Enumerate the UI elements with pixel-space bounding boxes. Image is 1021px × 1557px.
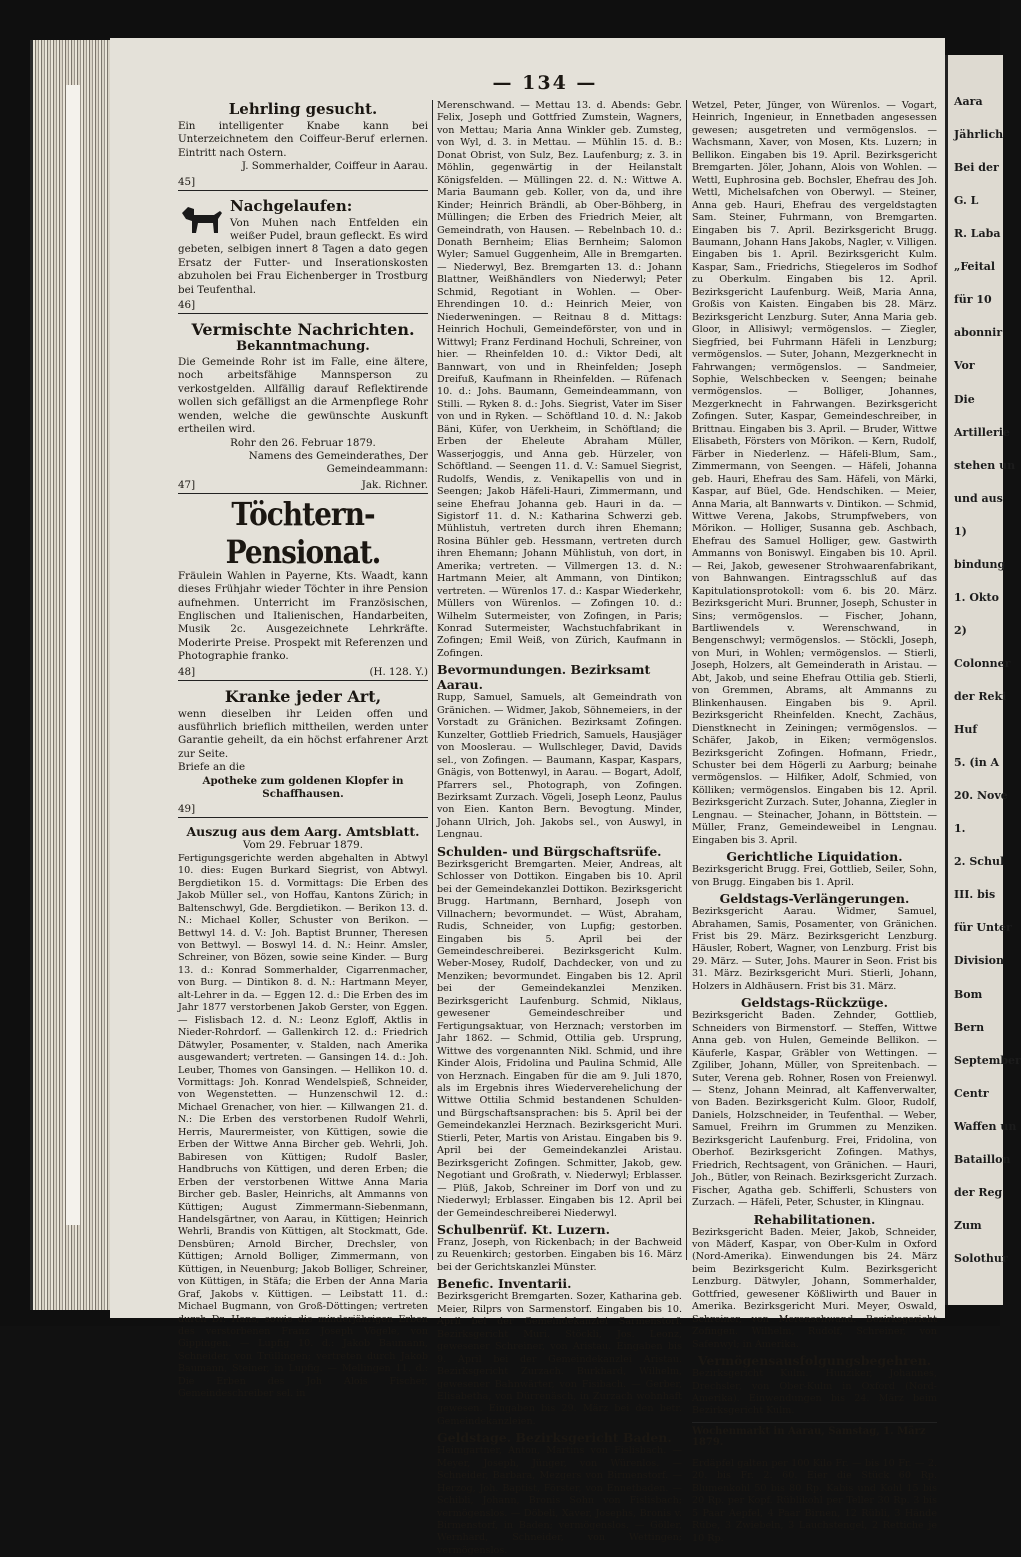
- adjacent-page-fragment: Jährlich: [954, 128, 1004, 142]
- column-divider: [432, 100, 433, 1260]
- notice-text: Merenschwand. — Mettau 13. d. Abends: Gebr. Felix, Joseph und Gottfried Zumstein, Wagners, von Mettau; Maria Anna Winkler geb. Zumsteg, von Wyl, d. 3. in Mettau. — Mühlin 15. d. B.: Donat Obrist, von Sulz, Bez. Laufenburg; z. 3. in Möhlin, gegenwärtig in der Heilanstalt Königsfelden. — Müllingen 22. d. N.: Wittwe A. Maria Baumann geb. Koller, von da, und ihre Kinder; Heinrich Brändli, ab Ober-Böhberg, in Müllingen; die Erben des Friedrich Meier, alt Gemeindrath, von Hausen. — Rebelnbach 10. d.: Donath Bernheim; Elias Bernheim; Salomon Wyler; Samuel Guggenheim, Alle in Bremgarten. — Niederwyl, Bez. Bremgarten 13. d.: Johann Blattner, Weißhändlers von Niederwyl; Peter Schmid, Regotiant in Wohlen. — Ober-Ehrendingen 10. d.: Heinrich Meier, von Niederweningen. — Reitnau 8 d. Mittags: Heinrich Hochuli, Gemeindeförster, von und in Wittwyl; Franz Ferdinand Hochuli, Schreiner, von hier. — Rheinfelden 10. d.: Viktor Dedi, alt Bannwart, von und in Rheinfelden; Joseph Dreifuß, Kaufmann in Rheinfelden. — Rüfenach 10. d.: Johs. Baumann, Gemeindeammann, von Stilli. — Ryken 8. d.: Johs. Siegrist, Vater im Siser von und in Ryken. — Schöftland 10. d. N.: Jakob Bäni, Küfer, von Uerkheim, in Schöftland; die Erben der Eheleute Abraham Müller, Wasserjoggis, und Anna geb. Hürzeler, von Schöftland. — Seengen 11. d. V.: Samuel Siegrist, Rudolfs, Wendis, z. Venikapellis von und in Seengen; Jakob Häfeli-Hauri, Zimmermann, und seine Ehefrau Johanna geb. Hauri in da. — Sigistorf 11. d. N.: Katharina Schwerzi geb. Mühlistuh, vertreten durch ihren Ehemann; Rosina Bühler geb. Hessmann, vertreten durch ihren Ehemann; Johann Mühlistuh, von dort, in Amerika; vertreten. — Villmergen 13. d. N.: Hartmann Meier, alt Ammann, von Dintikon; vertreten. — Würenlos 17. d.: Kaspar Wiederkehr, Müllers von Würenlos. — Zofingen 10. d.: Wilhelm Sutermeister, von Zofingen, in Paris; Konrad Sutermeister, Wachstuchfabrikant in Zofingen; Emil Weiß, von Zürich, Kaufmann in Zofingen.: [437, 100, 682, 659]
- adjacent-page-fragment: Centr: [954, 1086, 989, 1100]
- market-heading: Wochenmarkt in Aarau, Samstag, 1. März 1879.: [692, 1422, 937, 1448]
- adjacent-page-fragment: Solothur: [954, 1251, 1008, 1265]
- ad-number: 46]: [178, 299, 196, 312]
- notice-text: Rupp, Samuel, Samuels, alt Gemeindrath von Gränichen. — Widmer, Jakob, Söhnemeiers, in der Vorstadt zu Gränichen. Bezirksamt Zofingen. Kunzelter, Gottlieb Friedrich, Samuels, Hausjäger von Mooslerau. — Wullschleger, David, Davids sel., von Zofingen. — Baumann, Kaspar, Kaspars, Gnägis, von Bottenwyl, in Aarau. — Bogart, Adolf, Pfarrers sel., Photograph, von Zofingen. Bezirksamt Zurzach. Vögeli, Joseph Leonz, Paulus von Eien. Kanton Bern. Bevogtung. Minder, Johann Ulrich, Joh. Jakobs sel., von Auswyl, in Lengnau.: [437, 692, 682, 841]
- notice-text: Bezirksgericht Kulm. Hunziker, Johannes, Drechsler, von Ober-Kulm in Oxford (Nord-Amerika). Einwendungen bis 24. März beim Bezirksgericht Kulm.: [692, 1368, 937, 1417]
- adjacent-page-fragment: der Reki: [954, 690, 1007, 703]
- adjacent-page-fragment: Huf: [954, 723, 978, 737]
- amtsblatt: [178, 824, 428, 1400]
- adjacent-page-fragment: G. L: [954, 194, 979, 208]
- notice-text: Bezirksgericht Baden. Meier, Jakob, Schneider, von Mäderf, Kaspar, von Ober-Kulm in Oxford (Nord-Amerika). Einwendungen bis 24. März beim Bezirksgericht Kulm. Bezirksgericht Lenzburg. Dätwyler, Johann, Sommerhalder, Gottfried, gewesener Kößliwirth und Bauer in Amerika. Bezirksgericht Muri. Meyer, Oswald, Schreiner, von Merenschwand. Bezirksgericht Zofingen. Wilhelm, Rudolf, Schreiner, von Safenwyl; in Amerika.: [692, 1226, 937, 1350]
- ad-text: Von Muhen nach Entfelden ein weißer Pudel, braun gefleckt. Es wird gebeten, selbigen innert 8 Tagen a dato gegen Ersatz der Futter- und Inserationskosten abzuholen bei Frau Eichenberger in Trostburg bei Teufenthal.: [178, 216, 428, 296]
- adjacent-page-fragment: Bei der: [954, 161, 999, 175]
- adjacent-page-fragment: Bern: [954, 1020, 985, 1034]
- amtsblatt-title: Auszug aus dem Aarg. Amtsblatt.: [186, 824, 420, 840]
- notice-heading: Rehabilitationen.: [753, 1211, 876, 1227]
- notice-text: Wetzel, Peter, Jünger, von Würenlos. — Vogart, Heinrich, Ingenieur, in Ennetbaden angesessen gewesen; ausgetreten und vermögenslos. — Wachsmann, Xaver, von Mosen, Kts. Luzern; in Bellikon. Eingaben bis 19. April. Bezirksgericht Bremgarten. Jöler, Johann, Alois von Wohlen. — Wettl, Euphrosina geb. Bochsler, Ehefrau des Joh. Wettl, Michelsafchen von Oberwyl. — Steiner, Anna geb. Hauri, Ehefrau des vergeldstagten Sam. Steiner, Fuhrmann, von Bremgarten. Eingaben bis 7. April. Bezirksgericht Brugg. Baumann, Johann Hans Jakobs, Nagler, v. Villigen. Eingaben bis 1. April. Bezirksgericht Kulm. Kaspar, Sam., Friedrichs, Stiegeleros im Sodhof zu Oberkulm. Eingaben bis 12. April. Bezirksgericht Laufenburg. Weiß, Maria Anna, Großis von Kaisten. Eingaben bis 28. März. Bezirksgericht Lenzburg. Suter, Anna Maria geb. Gloor, in Allisiwyl; vermögenslos. — Ziegler, Siegfried, bei Fuhrmann Häfeli in Lenzburg; vermögenslos. — Suter, Johann, Mezgerknecht in Fahrwangen; vermögenslos. — Sandmeier, Sophie, Welschbecken v. Seengen; beinahe vermögenslos. — Bolliger, Johannes, Mezgerknecht in Fahrwangen. Bezirksgericht Zofingen. Suter, Kaspar, Gemeindeschreiber, in Brittnau. Eingaben bis 3. April. — Bruder, Wittwe Elisabeth, Försters von Mörikon. — Kern, Rudolf, Färber in Niederlenz. — Häfeli-Blum, Sam., Zimmermann, von Seengen. — Häfeli, Johanna geb. Hauri, Ehefrau des Sam. Häfeli, von Märki, Kaspar, auf Büel, Gde. Hendschiken. — Meier, Anna Maria, alt Bannwarts v. Dintikon. — Schmid, Wittwe Verena, Jakobs, Strumpfwebers, von Mörikon. — Holliger, Susanna geb. Aschbach, Ehefrau des Samuel Holliger, gew. Gastwirth Ammanns von Boniswyl. Eingaben bis 10. April. — Rei, Jakob, gewesener Strohwaarenfabrikant, von Bahnwangen. Eintragsschluß auf das Kapitulationsprotokoll: vom 6. bis 20. März. Bezirksgericht Muri. Brunner, Joseph, Schuster in Sins; vermögenslos. — Fischer, Johann, Bartliwendels v. Werenschwand, in Bengenschwyl; vermögenslos. — Stöckli, Joseph, von Muri, in Wohlen; vermögenslos. — Stierli, Joseph, Holzers, alt Gemeinderath in Aristau. — Abt, Jakob, und seine Ehefrau Ottilia geb. Stierli, von Gremmen, Abrams, alt Ammanns zu Blinkenhausen. Eingaben bis 9. April. Bezirksgericht Rheinfelden. Knecht, Zachäus, Dienstknecht in Zeiningen; vermögenslos. — Schäfer, Jakob, in Eiken; vermögenslos. Bezirksgericht Zofingen. Hofmann, Friedr., Schuster bei dem Högerli zu Aarburg; beinahe vermögenslos. — Hilfiker, Adolf, Schmied, von Kölliken; vermögenslos. Eingaben bis 12. April. Bezirksgericht Zurzach. Suter, Johanna, Ziegler in Lengnau. — Steinacher, Johann, in Böttstein. — Müller, Franz, Gemeindeweibel in Lengnau. Eingaben bis 3. April.: [692, 100, 937, 846]
- adjacent-page-fragment: Division: [954, 954, 1004, 968]
- announcement: [178, 339, 428, 494]
- announcement-title: Bekanntmachung.: [236, 339, 370, 355]
- market-text: Erdäpfel galten per 100 Kilo Fr. — bis 10 Fr. — 2. 20. bis Fr. 2. 60. Eier die Stück 60 Rp. Blumenkohl 50 bis 80 Rp. Kabis und Kohl 15 bis 20 Rp. per Kopf. Rüblikohl per Teller 30 Rp. 3 bis 5 Paar Aepfel, 4 Paar Birnen, 12 Rübli, 3 Hände Rübe, 3 Zwiebeln, 3 Lauchstengel, 2 Rettiche je 10 Rp.: [692, 1457, 937, 1544]
- adjacent-page-fragment: 1): [954, 524, 967, 538]
- adjacent-page-fragment: abonnir: [954, 326, 1003, 340]
- adjacent-page-strip: [945, 55, 1021, 1305]
- ad-apprentice: [178, 100, 428, 191]
- binding-edge: [66, 85, 80, 1225]
- notice-heading: Schulbenrüf. Kt. Luzern.: [437, 1221, 610, 1237]
- notice-heading: Geldstags-Verlängerungen.: [719, 891, 910, 907]
- section-title: Vermischte Nachrichten.: [191, 320, 415, 340]
- notice-text: Bezirksgericht Bremgarten. Sozer, Katharina geb. Meier, Rilprs von Sarmenstorf. Eingaben bis 10. April bei der Gemeindekanzlei Sarmenstorf. Bezirksgericht Muri. Stöckli, Jos. Leonz, gewesener Schreiner, von Aristau. Eingaben bis 9. April bei der Gemeindekanzlei Aristau. Bezirksgericht Zurzach. Burkhard, Wilhelm, gewesener Bahnwärter, von Fisibach. — Gerber, Elisabetha, von Dürrenäsch, in Zurzach wohnhaft gewesen. Eingaben bis 29. März bei den betr. Gemeindekanzleien.: [437, 1291, 682, 1427]
- ad-number: 49]: [178, 803, 196, 816]
- notice-heading: Schulden- und Bürgschaftsrüfe.: [437, 843, 662, 859]
- dog-illustration: [178, 199, 224, 237]
- adjacent-page-fragment: stehen un: [954, 458, 1016, 472]
- adjacent-page-fragment: 2. Schul: [954, 855, 1005, 869]
- adjacent-page-fragment: Die: [954, 392, 975, 406]
- adjacent-page-fragment: Aara: [954, 95, 983, 108]
- notice-heading: Geldstage. Bezirksgericht Baden.: [437, 1430, 672, 1446]
- adjacent-page-fragment: Artillerie: [954, 425, 1010, 439]
- ad-number: 47]: [178, 478, 196, 491]
- notice-text: Franz, Joseph, von Rickenbach; in der Bachweid zu Reuenkirch; gestorben. Eingaben bis 16. März bei der Gerichtskanzlei Münster.: [437, 1236, 682, 1273]
- adjacent-page-fragment: 20. Nove: [954, 789, 1008, 803]
- adjacent-page-fragment: 1. Okto: [954, 590, 999, 604]
- announcement-council: Namens des Gemeinderathes, Der Gemeindeammann:: [248, 449, 428, 476]
- announcement-signer: Jak. Richner.: [361, 478, 428, 491]
- notice-text: Bezirksgericht Aarau. Widmer, Samuel, Abrahamen, Samis, Posamenter, von Gränichen. Frist bis 29. März. Bezirksgericht Lenzburg. Häusler, Robert, Wagner, von Lenzburg. Frist bis 29. März. — Suter, Johs. Maurer in Seon. Frist bis 31. März. Bezirksgericht Muri. Stierli, Johann, Holzers in Aldhäusern. Frist bis 31. März.: [692, 906, 937, 992]
- notice-heading: Gerichtliche Liquidation.: [726, 849, 903, 865]
- ad-title: Nachgelaufen:: [230, 196, 353, 215]
- adjacent-page-fragment: für 10: [954, 293, 992, 307]
- column-2: [437, 100, 682, 1556]
- adjacent-page-fragment: III. bis: [954, 888, 996, 902]
- adjacent-page-fragment: R. Laba: [954, 227, 1001, 241]
- adjacent-page-fragment: bindung: [954, 557, 1006, 571]
- sick-title: Kranke jeder Art,: [224, 686, 382, 706]
- sick-text: wenn dieselben ihr Leiden offen und ausführlich brieflich mittheilen, werden unter Garantie geheilt, da ein höchst erfahrener Arzt zur Seite.: [178, 707, 428, 760]
- notice-heading: Benefic. Inventarii.: [437, 1276, 572, 1292]
- notice-text: Bezirksgericht Bremgarten. Meier, Andreas, alt Schlosser von Dottikon. Eingaben bis 10. April bei der Gemeindekanzlei Dottikon. Bezirksgericht Brugg. Hartmann, Bernhard, Joseph von Villnachern; bevormundet. — Wüst, Abraham, Rudis, Schneider, von Lupfig; gestorben. Eingaben bis 5. April bei der Gemeindeschreiberei. Bezirksgericht Kulm. Weber-Mosey, Rudolf, Dachdecker, von und zu Menziken; bevormundet. Eingaben bis 12. April bei der Gemeindekanzlei Menziken. Bezirksgericht Laufenburg. Schmid, Niklaus, gewesener Gemeindeschreiber und Fertigungsaktuar, von Herznach; verstorben im Jahr 1862. — Schmid, Ottilia geb. Ursprung, Wittwe des vorgenannten Nikl. Schmid, und ihre Kinder Alois, Fridolina und Paulina Schmid, Alle von Herznach. Eingaben für die am 9. Juli 1870, als im Ergebnis ihres Wiederverehelichung der Wittwe Ottilia Schmid bestandenen Schulden- und Bürgschaftsansprachen: bis 5. April bei der Gemeindekanzlei Herznach. Bezirksgericht Muri. Stierli, Peter, Martis von Aristau. Eingaben bis 9. April bei der Gemeindekanzlei Aristau. Bezirksgericht Zofingen. Schmitter, Jakob, gew. Negotiant und Großrath, v. Niederwyl; Erblasser. — Plüß, Jakob, Schreiner im Dorf von und zu Niederwyl; Erblasser. Eingaben bis 12. April bei der Gemeindeschreiberei Niederwyl.: [437, 858, 682, 1219]
- pension-text: Fräulein Wahlen in Payerne, Kts. Waadt, kann dieses Frühjahr wieder Töchter in ihre Pension aufnehmen. Unterricht im Französischen, Englischen und Italienischen, Handarbeiten, Musik 2c. Ausgezeichnete Lehrkräfte. Moderirte Preise. Prospekt mit Referenzen und Photographie franko.: [178, 569, 428, 663]
- ad-pension: [178, 494, 428, 681]
- announcement-date: Rohr den 26. Februar 1879.: [230, 436, 376, 449]
- sick-letters: Briefe an die: [178, 761, 246, 774]
- adjacent-page-fragment: 1.: [954, 822, 966, 836]
- notice-heading: Bevormundungen. Bezirksamt Aarau.: [437, 662, 651, 693]
- notice-text: Bezirksgericht Baden. Zehnder, Gottlieb, Schneiders von Birmenstorf. — Steffen, Wittwe Anna geb. von Hulen, Gemeinde Bellikon. — Käuferle, Kaspar, Gräbler von Wettingen. — Zgiliber, Johann, Müller, von Spreitenbach. — Suter, Verena geb. Rohner, Rosen von Freienwyl. — Stenz, Johann Meinrad, alt Kaffenverwalter, von Baden. Bezirksgericht Kulm. Gloor, Rudolf, Daniels, Holzschneider, in Teufenthal. — Weber, Samuel, Freihrn im Grummen zu Menziken. Bezirksgericht Laufenburg. Frei, Fridolina, von Oberhof. Bezirksgericht Zofingen. Mathys, Friedrich, Rechtsagent, von Gränichen. — Hauri, Joh., Bütler, von Reinach. Bezirksgericht Zurzach. Fischer, Agatha geb. Schifferli, Schusters von Zurzach. — Häfeli, Peter, Schuster, in Klingnau.: [692, 1010, 937, 1209]
- adjacent-page-fragment: 5. (in A: [954, 756, 1000, 770]
- notice-heading: Vermögensausfolgungsbegehren.: [697, 1353, 932, 1369]
- announcement-text: Die Gemeinde Rohr ist im Falle, eine ältere, noch arbeitsfähige Mannsperson zu verkostgelden. Allfällig darauf Reflektirende wollen sich gefälligst an die Armenpflege Rohr wenden, welche die gewünschte Auskunft ertheilen wird.: [178, 356, 428, 436]
- ad-number: 45]: [178, 175, 196, 188]
- adjacent-page-fragment: für Unter: [954, 921, 1012, 935]
- adjacent-page-fragment: Zum: [954, 1218, 982, 1232]
- notice-heading: Geldstags-Rückzüge.: [741, 995, 888, 1011]
- notice-text: Heimgartner, Anton, Martins von Fislisbach. — Meyer, Joseph, Jünger, von Würenlos. — Schneider, Barbara, Mezgers von Birmenstorf. — Herzog, Joh. Baptist, Förster, von Ennetbaden. — Schibli, Johann, Bronis Sohn von Fislisbach; vermögenslos. — Döbeli, Xaver, Josephs, Bronis v. Birmenstorf, in Baden; vermögenslos. — Göller, Wernhard, Schneider, von Wettingen; vermögenslos.: [437, 1445, 682, 1556]
- amtsblatt-text: Fertigungsgerichte werden abgehalten in Abtwyl 10. dies: Eugen Burkard Siegrist, von Abtwyl. Bergdietikon 15. d. Vormittags: Die Erben des Jakob Müller sel., von Hoffau, Kantons Zürich; in Baltenschwyl, Gde. Bergdietikon. — Berikon 13. d. N.: Michael Koller, Schuster von Berikon. — Bettwyl 14. d. V.: Joh. Baptist Brunner, Theresen von Bettwyl. — Boswyl 14. d. N.: Heinr. Amsler, Schreiner, von Bözen, sowie seine Kinder. — Burg 13. d.: Konrad Sommerhalder, Cigarrenmacher, von Burg. — Dintikon 8. d. N.: Hartmann Meyer, alt-Lehrer in da. — Eggen 12. d.: Die Erben des im Jahr 1877 verstorbenen Jakob Gerster, von Eggen. — Fislisbach 12. d. N.: Leonz Egloff, Aktlis in Nieder-Rohrdorf. — Gallenkirch 12. d.: Friedrich Dätwyler, Posamenter, v. Stalden, nach Amerika ausgewandert; vertreten. — Gansingen 14. d.: Joh. Leuber, Thomes von Gansingen. — Hellikon 10. d. Vormittags: Joh. Konrad Wendelspieß, Schneider, von Wegenstetten. — Hunzenschwil 12. d.: Michael Grenacher, von hier. — Killwangen 21. d. N.: Die Erben des verstorbenen Rudolf Wehrli, Herris, Maurermeister, von Küttigen, sowie die Erben der Wittwe Anna Bircher geb. Wehrli, Joh. Babiresen von Küttigen; Rudolf Basler, Handbruchs von Küttigen, und deren Erben; die Erben der verstorbenen Wittwe Anna Maria Bircher geb. Basler, Heinrichs, alt Ammanns von Küttigen; August Zimmermann-Siebenmann, Handelsgärtner, von Aarau, in Küttigen; Heinrich Wehrli, Brandis von Küttigen, alt Stockmatt, Gde. Densbüren; Arnold Bircher, Drechsler, von Küttigen; Arnold Bolliger, Zimmermann, von Küttigen, in Neuenburg; Jakob Bolliger, Schreiner, von Küttigen, in Stäfa; die Erben der Anna Maria Graf, Jakobs v. Küttigen. — Leibstatt 11. d.: Michael Bugmann, von Groß-Döttingen; vertreten durch Dr. Hans; sowie die minderjährigen Erben des verstorbenen Franz Joseph Vögele, von Gippingen. — Lupfig 10. d.: Jakob Baumann, Schneider, von Trüllingen; vertreten durch Jakob Baumann, Steiner, in Lupfig. — Mellingen 11. d.: Die Erben des Joh Alois Fischer, Gemeindeschreiber sel. in: [178, 852, 428, 1400]
- ad-number: 48]: [178, 665, 196, 678]
- adjacent-page-fragment: September: [954, 1053, 1021, 1067]
- adjacent-page-fragment: und aus: [954, 491, 1003, 505]
- column-divider: [686, 100, 687, 1260]
- notice-text: Bezirksgericht Brugg. Frei, Gottlieb, Seiler, Sohn, von Brugg. Eingaben bis 1. April.: [692, 864, 937, 888]
- sick-pharmacy: Apotheke zum goldenen Klopfer in Schaffhausen.: [202, 774, 404, 800]
- adjacent-page-fragment: 2): [954, 623, 967, 637]
- ad-sick: [178, 687, 428, 819]
- ad-code: (H. 128. Y.): [369, 665, 428, 678]
- page-number: — 134 —: [492, 72, 598, 94]
- adjacent-page-fragment: Waffen un: [954, 1119, 1017, 1133]
- adjacent-page-fragment: Bataillon: [954, 1152, 1011, 1166]
- ad-lost-dog: [178, 197, 428, 314]
- column-1: [178, 100, 428, 1400]
- column-3: [692, 100, 937, 1544]
- adjacent-page-fragment: der Reg: [954, 1185, 1003, 1199]
- adjacent-page-fragment: Colonner: [954, 656, 1011, 670]
- ad-signature: J. Sommerhalder, Coiffeur in Aarau.: [241, 160, 428, 173]
- pension-title: Töchtern-Pensionat.: [225, 494, 381, 571]
- adjacent-page-fragment: „Feital: [954, 260, 996, 274]
- adjacent-page-fragment: Bom: [954, 987, 983, 1001]
- ad-text: Ein intelligenter Knabe kann bei Unterzeichnetem den Coiffeur-Beruf erlernen. Eintritt nach Ostern.: [178, 120, 428, 159]
- ad-title: Lehrling gesucht.: [228, 100, 378, 118]
- adjacent-page-fragment: Vor: [954, 359, 975, 373]
- amtsblatt-date: Vom 29. Februar 1879.: [242, 839, 363, 852]
